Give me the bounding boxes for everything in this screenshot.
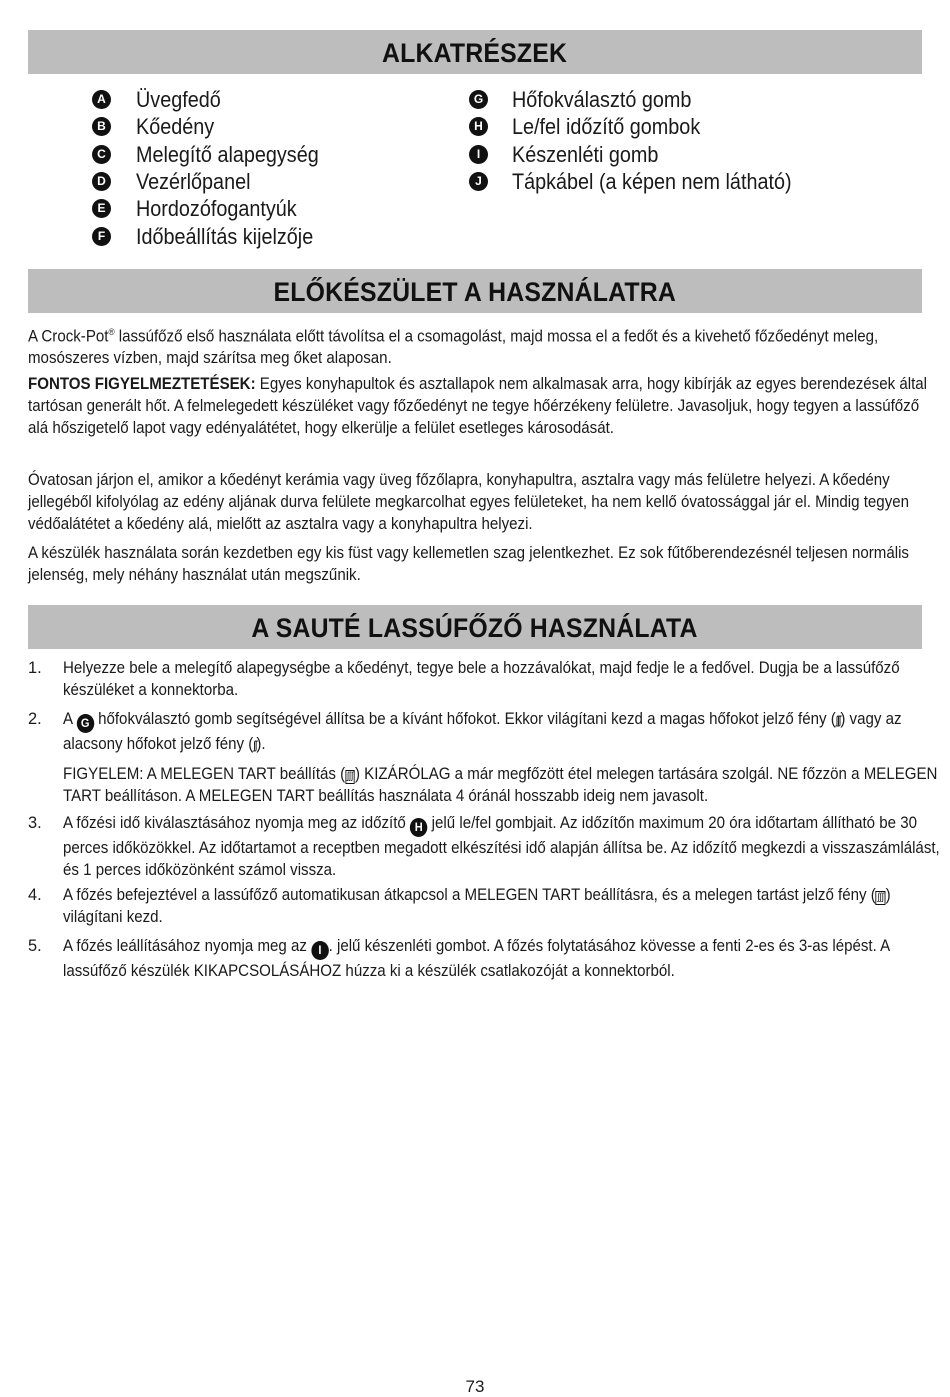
part-item — [92, 86, 339, 113]
text: FIGYELEM: A MELEGEN TART beállítás ( — [63, 764, 346, 783]
letter-badge-icon: G — [76, 714, 93, 733]
text: Egyes konyhapultok és asztallapok nem alkalmasak arra, hogy kibírják az egyes berendezések által tartósan generált hőt. A felmelegedett készüléket vagy főzőedényt ne tegye hőérzékeny felületre. Javasoljuk, hogy tegyen a lassúfőző alá hőszigetelő lapot vagy edényalátétet, hogy elkerülje a felület esetleges károsodását. — [28, 375, 927, 437]
text: ) vagy az alacsony hőfokot jelző fény ( — [63, 710, 902, 753]
high-heat-icon: ʃʃʃ — [835, 713, 841, 727]
keep-warm-icon: ʃʃʃ — [346, 770, 354, 782]
text: A főzés leállításához nyomja meg az — [63, 937, 312, 955]
parts-list-left — [92, 86, 339, 250]
text: ). — [256, 734, 266, 753]
text: A főzési idő kiválasztásához nyomja meg az időzítő — [63, 814, 411, 832]
part-label: Le/fel időzítő gombok — [512, 114, 701, 140]
letter-badge-icon: B — [92, 117, 111, 136]
section-title: ALKATRÉSZEK — [382, 38, 568, 68]
text: ) világítani kezd. — [63, 886, 891, 926]
part-label: Vezérlőpanel — [136, 169, 251, 195]
step-text: Helyezze bele a melegítő alapegységbe a kőedényt, tegye bele a hozzávalókat, majd fedje le a fedővel. Dugja be a lassúfőző készüléket a konnektorba. — [63, 659, 900, 699]
letter-badge-icon: A — [92, 90, 111, 109]
text: A főzés befejeztével a lassúfőző automatikusan átkapcsol a MELEGEN TART beállításra, és a melegen tartást jelző fény ( — [63, 886, 876, 904]
section-title: A SAUTÉ LASSÚFŐZŐ HASZNÁLATA — [251, 613, 699, 643]
prep-warning-paragraph — [28, 373, 928, 439]
part-label: Hőfokválasztó gomb — [512, 87, 692, 113]
keep-warm-icon: ʃʃʃ — [877, 892, 884, 903]
section-title: ELŐKÉSZÜLET A HASZNÁLATRA — [273, 277, 677, 307]
low-heat-icon: ʃʃ — [253, 737, 257, 752]
part-label: Készenléti gomb — [512, 141, 659, 167]
parts-list-right — [469, 86, 823, 195]
letter-badge-icon: J — [469, 172, 488, 191]
part-item — [469, 168, 823, 195]
part-item — [469, 86, 823, 113]
section-header-parts — [28, 30, 922, 74]
text: ) KIZÁRÓLAG a már megfőzött étel melegen tartására szolgál. NE főzzön a MELEGEN TART beállításon. A MELEGEN TART beállítás használata 4 óránál hosszabb ideig nem javasolt. — [63, 764, 938, 805]
part-label: Üvegfedő — [136, 87, 221, 113]
part-label: Tápkábel (a képen nem látható) — [512, 169, 792, 195]
prep-paragraph-1 — [28, 321, 928, 369]
letter-badge-icon: I — [469, 145, 488, 164]
text: hőfokválasztó gomb segítségével állítsa be a kívánt hőfokot. Ekkor világítani kezd a magas hőfokot jelző fény ( — [93, 710, 836, 728]
part-item — [92, 141, 339, 168]
text: jelű le/fel gombjait. Az időzítőn maximum 20 óra időtartam állítható be 30 perces időközökkel. Az időtartamot a receptben megadott elkészítési idő alapján állítsa be. Az időzítő megkezdi a visszaszámlálást, és 1 perces időközönként számol vissza. — [63, 814, 940, 879]
text: lassúfőző első használata előtt távolítsa el a csomagolást, majd mossa el a fedőt és a kivehető főzőedényt meleg, mosószeres vízben, majd szárítsa meg őket alaposan. — [28, 327, 879, 368]
part-item — [92, 222, 339, 249]
part-label: Hordozófogantyúk — [136, 196, 297, 222]
step-number: 5. — [28, 937, 42, 955]
letter-badge-icon: C — [92, 145, 111, 164]
prep-paragraph-3 — [28, 469, 928, 535]
letter-badge-icon: F — [92, 227, 111, 246]
section-header-prep — [28, 269, 922, 313]
part-item — [92, 113, 339, 140]
part-label: Melegítő alapegység — [136, 141, 319, 167]
page-number: 73 — [465, 1377, 485, 1396]
part-item — [92, 168, 339, 195]
text: A készülék használata során kezdetben egy kis füst vagy kellemetlen szag jelentkezhet. Ez sok fűtőberendezésnél teljesen normális jelenség, mely néhány használat után megszűnik. — [28, 544, 909, 584]
registered-mark: ® — [108, 327, 115, 337]
part-item — [92, 195, 339, 222]
step-number: 2. — [28, 710, 42, 728]
section-header-usage — [28, 605, 922, 649]
text: A Crock-Pot — [28, 327, 109, 346]
warning-label: FONTOS FIGYELMEZTETÉSEK: — [28, 375, 256, 393]
text: Óvatosan járjon el, amikor a kőedényt kerámia vagy üveg főzőlapra, konyhapultra, asztalra vagy más felületre helyezi. A kőedény jellegéből kifolyólag az edény aljának durva felülete megkarcolhat egyes felületeket, ha nem kellő óvatossággal jár el. Mindig tegyen védőalátétet a kőedény alá, mielőtt az asztalra vagy a konyhapultra helyezi. — [28, 471, 910, 533]
text: A — [63, 710, 77, 728]
step-number: 4. — [28, 886, 42, 904]
text: . jelű készenléti gombot. A főzés folytatásához kövesse a fenti 2-es és 3-as lépést. A lassúfőző készülék KIKAPCSOLÁSÁHOZ húzza ki a készülék csatlakozóját a konnektorból. — [63, 937, 890, 980]
part-item — [469, 141, 823, 168]
letter-badge-icon: D — [92, 172, 111, 191]
letter-badge-icon: H — [410, 818, 427, 837]
step-number: 3. — [28, 814, 42, 832]
step-number: 1. — [28, 659, 42, 677]
letter-badge-icon: E — [92, 199, 111, 218]
part-label: Időbeállítás kijelzője — [136, 223, 314, 249]
letter-badge-icon: H — [469, 117, 488, 136]
letter-badge-icon: G — [469, 90, 488, 109]
letter-badge-icon: I — [311, 941, 328, 960]
part-label: Kőedény — [136, 114, 215, 140]
prep-paragraph-4 — [28, 542, 928, 586]
part-item — [469, 113, 823, 140]
